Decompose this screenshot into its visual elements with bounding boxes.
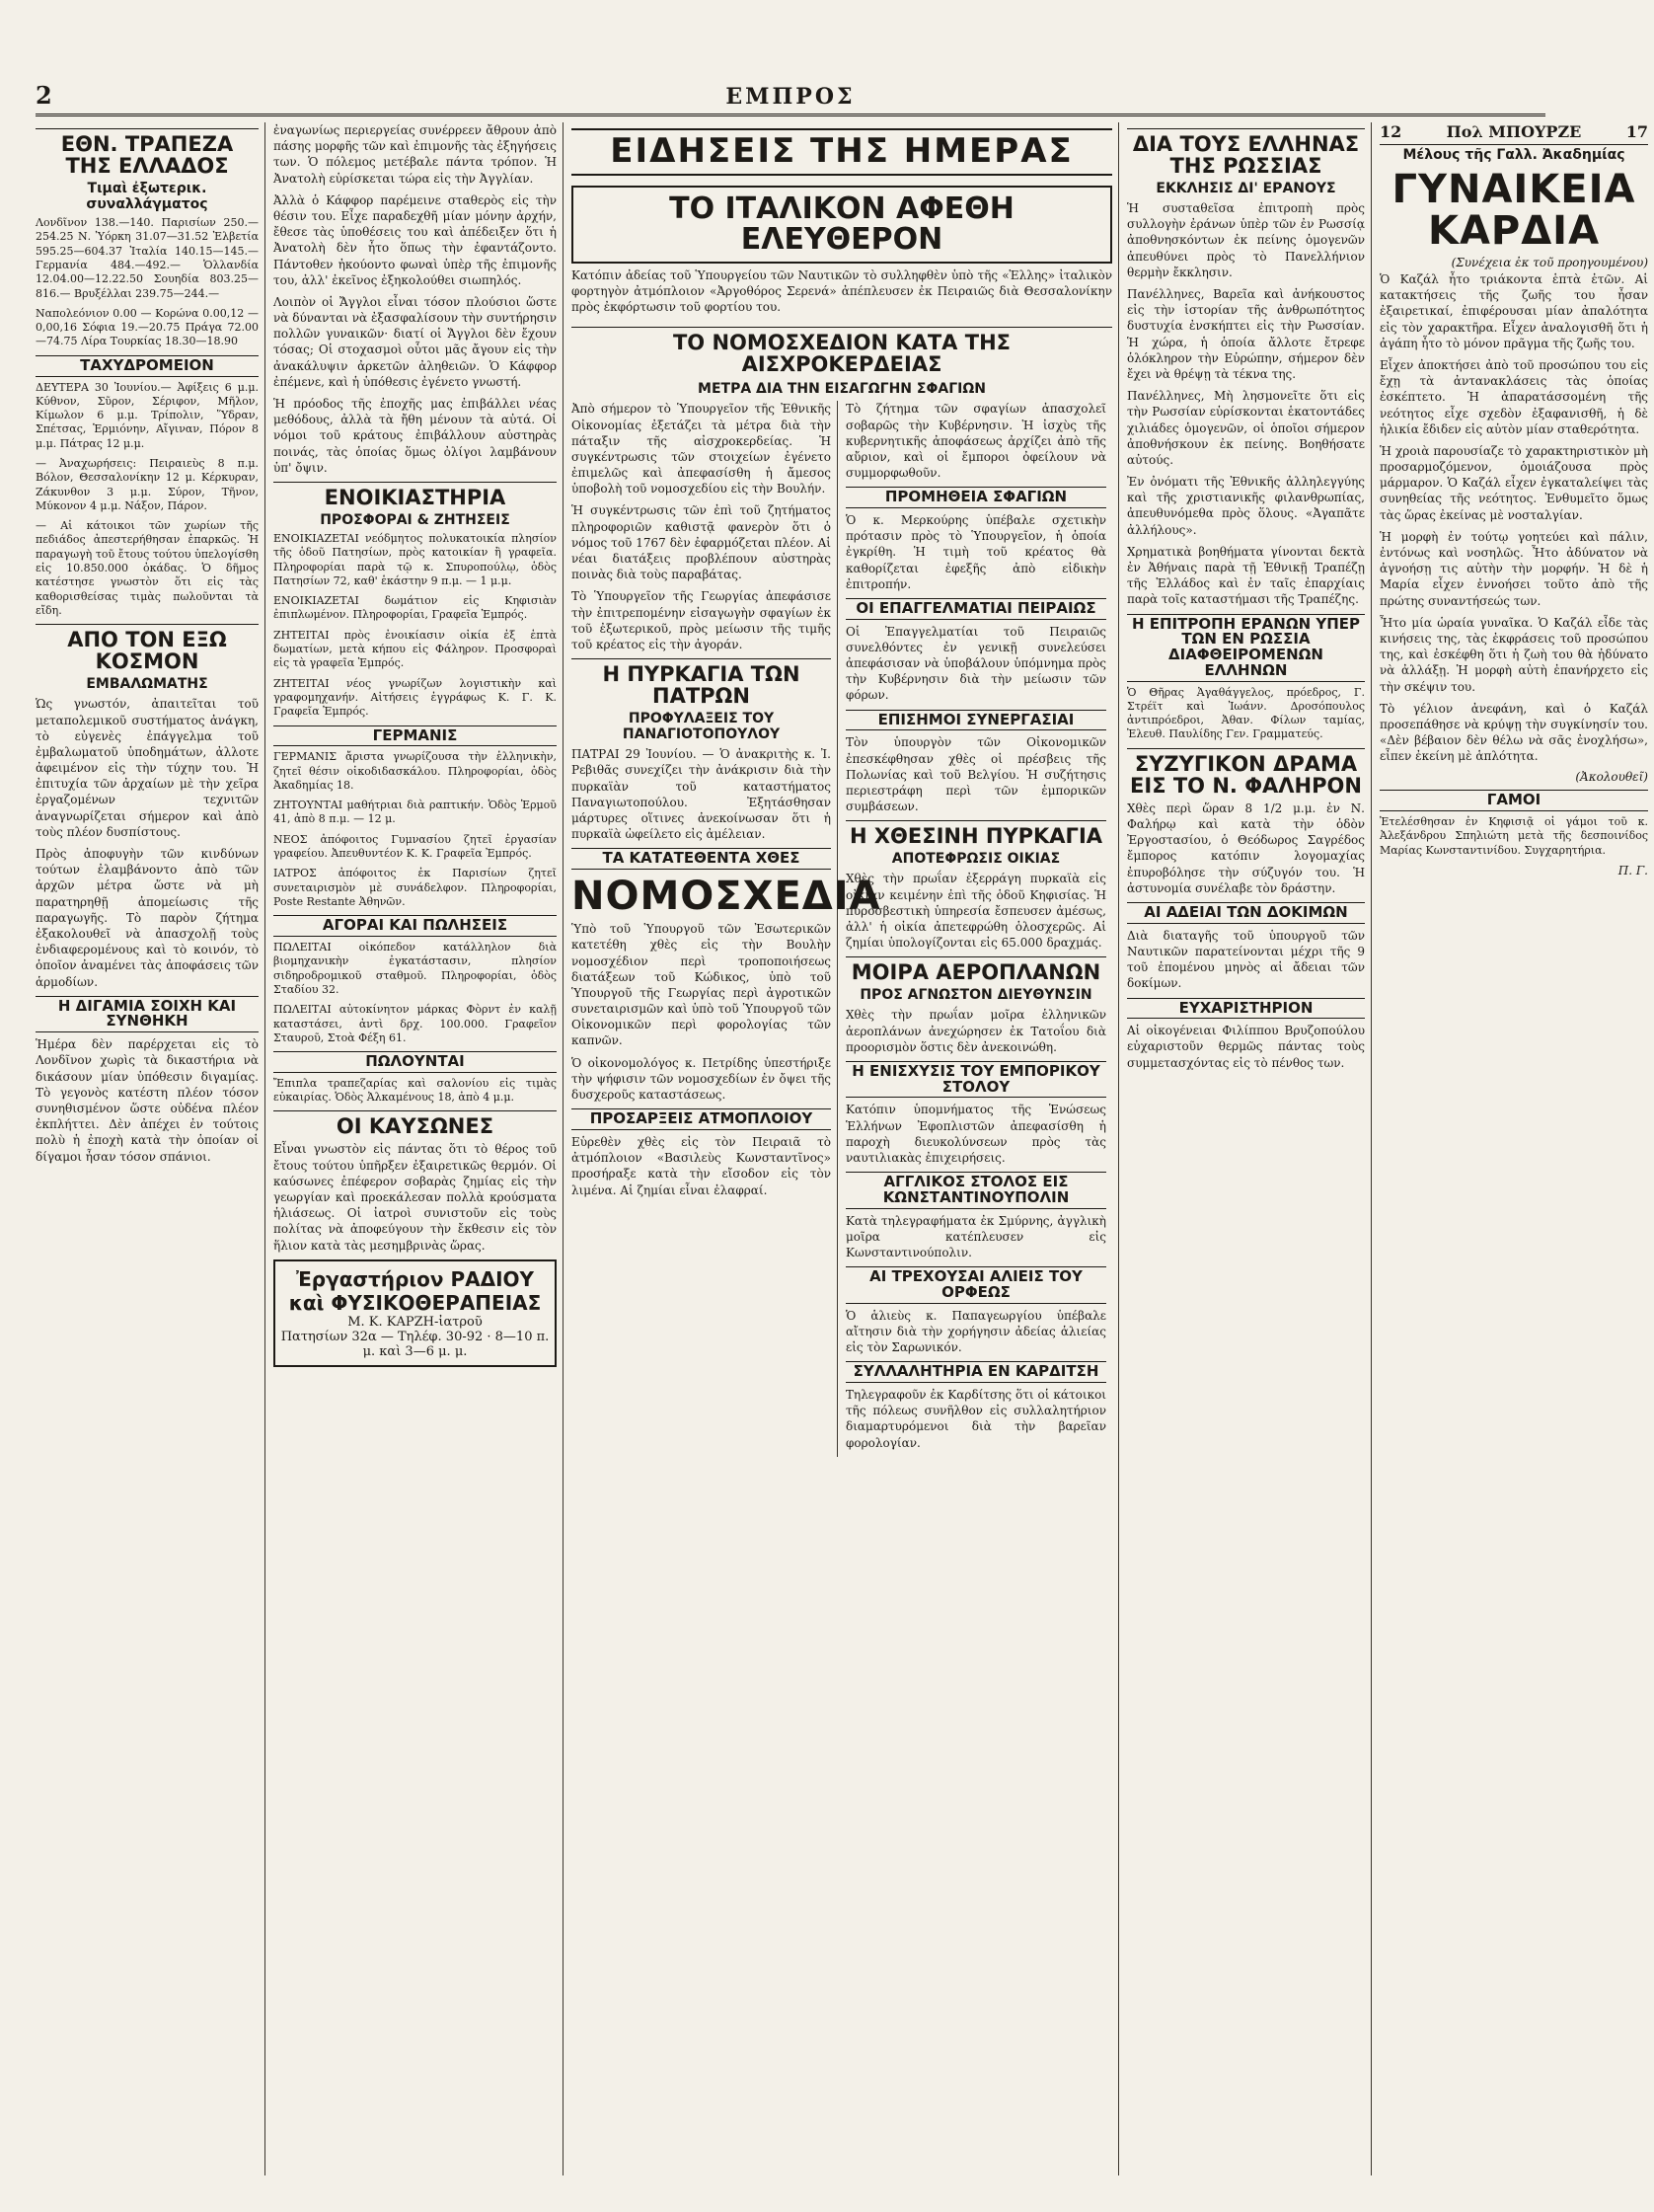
- world-text-1: Ὡς γνωστόν, ἀπαιτεῖται τοῦ μεταπολεμικοῦ συστήματος ἀνάγκη, τὸ εὐγενὲς ἐπάγγελμα τοῦ ἐμβαλωματοῦ ὑποδημάτων, ἀλλοτε ἀφειμένον εἰς τὴν τύχην του. Ἡ ἐπιτυχία τῶν ἀρχαίων μὲ τὴν χεῖρα ἐργαζομένων τεχνιτῶν ἀναγνωρίζεται σήμερον καὶ ἀπὸ τοὺς πλέον δυσπίστους.: [36, 697, 259, 839]
- meat-supply-heading: ΠΡΟΜΗΘΕΙΑ ΣΦΑΓΙΩΝ: [846, 487, 1106, 508]
- russia-text-4: Ἐν ὀνόματι τῆς Ἐθνικῆς ἀλληλεγγύης καὶ τῆς χριστιανικῆς φιλανθρωπίας, ἀπευθυνόμεθα πρὸς ὅλους. «Ἀγαπᾶτε ἀλλήλους».: [1127, 475, 1365, 537]
- center-subcolumn-left: [571, 401, 881, 1456]
- column-2: [273, 122, 564, 2175]
- official-meetings-heading: ΕΠΙΣΗΜΟΙ ΣΥΝΕΡΓΑΣΙΑΙ: [846, 710, 1106, 731]
- english-fleet-text: Κατὰ τηλεγραφήματα ἐκ Σμύρνης, ἀγγλικὴ μοῖρα κατέπλευσεν εἰς Κωνσταντινούπολιν.: [846, 1213, 1106, 1260]
- karditsa-text: Τηλεγραφοῦν ἐκ Καρδίτσης ὅτι οἱ κάτοικοι τῆς πόλεως συνῆλθον εἰς συλλαλητήριον διαμαρτυρόμενοι διὰ τὴν βαρεῖαν φορολογίαν.: [846, 1388, 1106, 1450]
- bills-text-2: Ὁ οἰκονομολόγος κ. Πετρίδης ὑπεστήριξε τὴν ψήφισιν τῶν νομοσχεδίων ἐν ὄψει τῆς δυσχεροῦς καταστάσεως.: [571, 1055, 831, 1102]
- center-news-block: [571, 122, 1119, 2175]
- piraeus-text: Οἱ Ἐπαγγελματίαι τοῦ Πειραιῶς συνελθόντες ἐν γενικῇ συνελεύσει ἀπεφάσισαν νὰ ὑποβάλουν ὑπόμνημα πρὸς τὴν Κυβέρνησιν διὰ τὴν μείωσιν τῶν φόρων.: [846, 624, 1106, 703]
- classified-ad: ΝΕΟΣ ἀπόφοιτος Γυμνασίου ζητεῖ ἐργασίαν γραφείου. Ἀπευθυντέον Κ. Κ. Γραφεῖα Ἐμπρός.: [273, 832, 557, 861]
- radio-lab-ad: [273, 1259, 557, 1367]
- aircraft-heading: ΜΟΙΡΑ ΑΕΡΟΠΛΑΝΩΝ: [846, 956, 1106, 983]
- classified-ad: ΕΝΟΙΚΙΑΖΕΤΑΙ νεόδμητος πολυκατοικία πλησίον τῆς ὁδοῦ Πατησίων, πρὸς κατοικίαν ἢ γραφεῖα. Πληροφορίαι παρὰ τῷ κ. Σπυροπούλῳ, ὁδὸς Πατησίων 72, καθ' ἑκάστην 9 π.μ. — 1 μ.μ.: [273, 531, 557, 587]
- classifieds-heading: ΕΝΟΙΚΙΑΣΤΗΡΙΑ: [273, 482, 557, 508]
- bills-subheading: ΝΟΜΟΣΧΕΔΙΑ: [571, 874, 881, 920]
- sales-heading: ΑΓΟΡΑΙ ΚΑΙ ΠΩΛΗΣΕΙΣ: [273, 915, 557, 937]
- classified-ad: ΖΗΤΟΥΝΤΑΙ μαθήτριαι διὰ ραπτικήν. Ὁδὸς Ἑρμοῦ 41, ἀπὸ 8 π.μ. — 12 μ.: [273, 799, 557, 826]
- center-subcolumn-right: [846, 401, 1112, 1456]
- classified-ad: Ἔπιπλα τραπεζαρίας καὶ σαλονίου εἰς τιμὰς εὐκαιρίας. Ὁδὸς Ἀλκαμένους 18, ἀπὸ 4 μ.μ.: [273, 1076, 557, 1105]
- serial-number-left: 12: [1380, 122, 1402, 141]
- serial-header: [1380, 122, 1648, 145]
- world-text-2: Πρὸς ἀποφυγὴν τῶν κινδύνων τούτων ἐλαμβάνοντο ἀπὸ τῶν ἀρχῶν μέτρα ὥστε νὰ μὴ παρατηρηθῇ ἀπομείωσις τῆς παραγωγῆς. Τὸ παρὸν ζήτημα ἐξακολουθεῖ νὰ ἀπασχολῇ τοὺς ἐνδιαφερομένους καὶ τὸ κοινόν, τὸ ὁποῖον ἀναμένει τὰς ἀποφάσεις τῶν ἁρμοδίων.: [36, 847, 259, 989]
- news-text: — Αἱ κάτοικοι τῶν χωρίων τῆς πεδιάδος ἀπεστερήθησαν ἐπαρκῶς. Ἡ παραγωγὴ τοῦ ἔτους τούτου ὑπελογίσθη εἰς 10.850.000 ὀκάδας. Ὁ δῆμος κατέστησε γνωστὸν ὅτι εἰς τὰς καθορισθείσας τιμὰς πωλοῦνται τὰ εἴδη.: [36, 519, 259, 617]
- post-text-1: ΔΕΥΤΕΡΑ 30 Ἰουνίου.— Ἀφίξεις 6 μ.μ. Κύθνον, Σῦρον, Σέριφον, Μῆλον, Κίμωλον 6 μ.μ. Τρίπολιν, Ὕδραν, Σπέτσας, Ἑρμιόνην, Αἴγιναν, Πόρον 8 μ.μ. Πάτρας 12 μ.μ.: [36, 380, 259, 450]
- committee-heading: Η ΕΠΙΤΡΟΠΗ ΕΡΑΝΩΝ ΥΠΕΡ ΤΩΝ ΕΝ ΡΩΣΣΙΑ ΔΙΑΦΘΕΙΡΟΜΕΝΩΝ ΕΛΛΗΝΩΝ: [1127, 614, 1365, 682]
- piraeus-heading: ΟΙ ΕΠΑΓΓΕΛΜΑΤΙΑΙ ΠΕΙΡΑΙΩΣ: [846, 598, 1106, 620]
- classified-ad: ΙΑΤΡΟΣ ἀπόφοιτος ἐκ Παρισίων ζητεῖ συνεταιρισμὸν μὲ συνάδελφον. Πληροφορίαι, Poste Restante Ἀθηνῶν.: [273, 867, 557, 908]
- classified-ad: ΠΩΛΕΙΤΑΙ οἰκόπεδον κατάλληλον διὰ βιομηχανικὴν ἐγκατάστασιν, πλησίον σιδηροδρομικοῦ σταθμοῦ. Πληροφορίαι, ὁδὸς Σταδίου 32.: [273, 941, 557, 996]
- story-text-3: Λοιπὸν οἱ Ἄγγλοι εἶναι τόσον πλούσιοι ὥστε νὰ δύνανται νὰ ἐξασφαλίσουν τὴν συντήρησιν πολλῶν γυναικῶν· διατί οἱ Ἄγγλοι δὲν ἔχουν τόσας; Οἱ στοχασμοὶ οὗτοι μᾶς ἄγουν εἰς τὴν ἀνακάλυψιν ἀρκετῶν ἀληθειῶν. Ὁ Κάφφορ ἐπέμενε, καὶ ἡ ὑπόθεσις ἐγένετο γνωστή.: [273, 294, 557, 389]
- serial-author: Πολ ΜΠΟΥΡΖΕ: [1446, 122, 1582, 141]
- profiteering-text-1: Ἀπὸ σήμερον τὸ Ὑπουργεῖον τῆς Ἐθνικῆς Οἰκονομίας ἐξετάζει τὰ μέτρα διὰ τὴν πάταξιν τῆς αἰσχροκερδείας. Ἡ συγκέντρωσις τῶν στοιχείων ἐγένετο ἐπιμελῶς καὶ ἀπεφασίσθη ἡ ἄμεσος ὑποβολὴ τοῦ νομοσχεδίου εἰς τὴν Βουλήν.: [571, 402, 831, 496]
- masthead: [36, 14, 1545, 116]
- serial-author-sub: Μέλους τῆς Γαλλ. Ἀκαδημίας: [1402, 147, 1625, 163]
- serial-title: ΓΥΝΑΙΚΕΙΑ ΚΑΡΔΙΑ: [1391, 167, 1636, 254]
- profiteering-text-2: Ἡ συγκέντρωσις τῶν ἐπὶ τοῦ ζητήματος πληροφοριῶν καθιστᾷ φανερὸν ὅτι ὁ νόμος τοῦ 1767 δὲν ἐφαρμόζεται πλέον. Αἱ νέαι διατάξεις προβλέπουν αὐστηρὰς ποινὰς διὰ τοὺς παραβάτας.: [571, 503, 831, 582]
- serial-to-follow-note: (Ἀκολουθεῖ): [1575, 770, 1648, 785]
- serial-text-3: Ἡ χροιὰ παρουσίαζε τὸ χαρακτηριστικὸν μὴ προσαρμοζόμενον, ὁμοιάζουσα πρὸς μάρμαρον. Ὁ Καζάλ εἶχεν ἐγκαταλείψει τὰς συνηθείας τῆς νεότητος. Ἐνθυμεῖτο ὅμως τὰς ὥρας ἐκείνας μὲ νοσταλγίαν.: [1380, 443, 1648, 522]
- russia-greeks-heading: ΔΙΑ ΤΟΥΣ ΕΛΛΗΝΑΣ ΤΗΣ ΡΩΣΣΙΑΣ: [1127, 128, 1365, 177]
- serial-number-right: 17: [1625, 122, 1648, 141]
- column-6: [1380, 122, 1654, 2175]
- committee-text: Ὁ Θῆρας Ἀγαθάγγελος, πρόεδρος, Γ. Στρέϊτ καὶ Ἰωάνν. Δροσόπουλος ἀντιπρόεδροι, Ἀθαν. Φίλων ταμίας, Ἐλευθ. Παυλίδης Γεν. Γραμματεύς.: [1127, 685, 1365, 741]
- column-5: [1127, 122, 1372, 2175]
- merchant-fleet-text: Κατόπιν ὑπομνήματος τῆς Ἑνώσεως Ἑλλήνων Ἐφοπλιστῶν ἀπεφασίσθη ἡ παροχὴ διευκολύνσεων πρὸς τὰς ναυτιλιακὰς ἐπιχειρήσεις.: [846, 1103, 1106, 1165]
- profiteering-subheading: ΜΕΤΡΑ ΔΙΑ ΤΗΝ ΕΙΣΑΓΩΓΗΝ ΣΦΑΓΙΩΝ: [698, 381, 986, 398]
- weddings-text: Ἐτελέσθησαν ἐν Κηφισιᾷ οἱ γάμοι τοῦ κ. Ἀλεξάνδρου Σπηλιώτη μετὰ τῆς δεσποινίδος Μαρίας Κωνσταντινίδου. Συγχαρητήρια.: [1380, 815, 1648, 857]
- thanks-text: Αἱ οἰκογένειαι Φιλίππου Βρυζοπούλου εὐχαριστοῦν θερμῶς πάντας τοὺς συμμετασχόντας εἰς τὸ πένθος των.: [1127, 1024, 1365, 1070]
- serial-text-6: Τὸ γέλιον ἀνεφάνη, καὶ ὁ Καζάλ προσεπάθησε νὰ κρύψῃ τὴν συγκίνησίν του. «Δὲν βέβαιον δὲν θέλω νὰ σᾶς ἐνοχλήσω», εἶπεν ἐκείνη μὲ ἁπλότητα.: [1380, 701, 1648, 764]
- aircraft-text: Χθὲς τὴν πρωΐαν μοῖρα ἑλληνικῶν ἀεροπλάνων ἀνεχώρησεν ἐκ Τατοΐου διὰ προορισμὸν ὅστις δὲν ἀνεκοινώθη.: [846, 1008, 1106, 1054]
- cadets-leave-text: Διὰ διαταγῆς τοῦ ὑπουργοῦ τῶν Ναυτικῶν παρατείνονται μέχρι τῆς 9 τοῦ ἐπομένου μηνὸς αἱ ἄδειαι τῶν δοκίμων.: [1127, 928, 1365, 991]
- bank-subheading: Τιμαὶ ἐξωτερικ. συναλλάγματος: [86, 181, 208, 213]
- column-1: [36, 122, 265, 2175]
- meat-text-1: Τὸ ζήτημα τῶν σφαγίων ἀπασχολεῖ σοβαρῶς τὴν Κυβέρνησιν. Ἡ ἰσχὺς τῆς κυβερνητικῆς ἀποφάσεως ἀρχίζει ἀπὸ τῆς αὔριον, καὶ οἱ ἔμποροι ὀφείλουν νὰ συμμορφωθοῦν.: [846, 402, 1106, 481]
- page-number: 2: [36, 81, 52, 110]
- exchange-rates-2: Ναπολεόνιον 0.00 — Κορώνα 0.00,12 — 0,00,16 Σόφια 19.—20.75 Πράγα 72.00—74.75 Λίρα Τουρκίας 18.30—18.90: [36, 306, 259, 348]
- columns: [36, 122, 1648, 2175]
- yesterday-fire-heading: Η ΧΘΕΣΙΝΗ ΠΥΡΚΑΓΙΑ: [846, 820, 1106, 847]
- merchant-fleet-heading: Η ΕΝΙΣΧΥΣΙΣ ΤΟΥ ΕΜΠΟΡΙΚΟΥ ΣΤΟΛΟΥ: [846, 1061, 1106, 1099]
- bigamy-heading: Η ΔΙΓΑΜΙΑ ΣΟΙΧΗ ΚΑΙ ΣΥΝΘΗΚΗ: [36, 996, 259, 1033]
- fishing-heading: ΑΙ ΤΡΕΧΟΥΣΑΙ ΑΛΙΕΙΣ ΤΟΥ ΟΡΦΕΩΣ: [846, 1266, 1106, 1304]
- germanis-heading: ΓΕΡΜΑΝΙΣ: [273, 725, 557, 747]
- patras-fire-subheading: ΠΡΟΦΥΛΑΞΕΙΣ ΤΟΥ ΠΑΝΑΓΙΟΤΟΠΟΥΛΟΥ: [622, 711, 781, 743]
- heatwave-heading: ΟΙ ΚΑΥΣΩΝΕΣ: [273, 1110, 557, 1137]
- bills-heading: ΤΑ ΚΑΤΑΤΕΘΕΝΤΑ ΧΘΕΣ: [571, 848, 831, 870]
- meat-text-2: Ὁ κ. Μερκούρης ὑπέβαλε σχετικὴν πρότασιν πρὸς τὸ Ὑπουργεῖον, ἡ ὁποία ἐγκρίθη. Ἡ τιμὴ τοῦ κρέατος θὰ καθορίζεται ἐφεξῆς ἀπὸ εἰδικὴν ἐπιτροπήν.: [846, 513, 1106, 591]
- italian-ship-text: Κατόπιν ἀδείας τοῦ Ὑπουργείου τῶν Ναυτικῶν τὸ συλληφθὲν ὑπὸ τῆς «Ἑλλης» ἰταλικὸν φορτηγὸν ἀτμόπλοιον «Ἀργοθόρος Σερενά» ἀπέπλευσεν ἐκ Πειραιῶς διὰ Θεσσαλονίκην πρὸς ἐκφόρτωσιν τοῦ φορτίου του.: [571, 267, 1112, 315]
- yesterday-fire-text: Χθὲς τὴν πρωΐαν ἐξερράγη πυρκαϊὰ εἰς οἰκίαν κειμένην ἐπὶ τῆς ὁδοῦ Κηφισίας. Ἡ πυροσβεστικὴ ὑπηρεσία ἔσπευσεν ἀμέσως, ἀλλ' ἡ οἰκία ἀπετεφρώθη ὁλοσχερῶς. Αἱ ζημίαι ὑπολογίζονται εἰς 65.000 δραχμάς.: [846, 872, 1106, 951]
- patras-fire-heading: Η ΠΥΡΚΑΓΙΑ ΤΩΝ ΠΑΤΡΩΝ: [571, 658, 831, 707]
- yesterday-fire-subheading: ΑΠΟΤΕΦΡΩΣΙΣ ΟΙΚΙΑΣ: [891, 851, 1061, 868]
- marital-drama-text: Χθὲς περὶ ὥραν 8 1/2 μ.μ. ἐν Ν. Φαλήρῳ καὶ κατὰ τὴν ὁδὸν Ἐργοστασίου, ὁ Θεόδωρος Σαγρέδος ἔμπορος κατόπιν λογομαχίας ἐπυροβόλησε τὴν σύζυγόν του. Ἡ ἀστυνομία συνέλαβε τὸν δράστην.: [1127, 801, 1365, 895]
- profiteering-text-3: Τὸ Ὑπουργεῖον τῆς Γεωργίας ἀπεφάσισε τὴν ἐπιτρεπομένην εἰσαγωγὴν σφαγίων ἐκ τοῦ ἐξωτερικοῦ, πρὸς μείωσιν τῆς τιμῆς τοῦ κρέατος εἰς τὴν ἀγοράν.: [571, 589, 831, 651]
- classified-ad: ΖΗΤΕΙΤΑΙ νέος γνωρίζων λογιστικὴν καὶ γραφομηχανήν. Αἰτήσεις ἐγγράφως Κ. Γ. Κ. Γραφεῖα Ἐμπρός.: [273, 676, 557, 719]
- weddings-signature: Π. Γ.: [1617, 864, 1648, 878]
- post-text-2: — Ἀναχωρήσεις: Πειραιεὺς 8 π.μ. Βόλον, Θεσσαλονίκην 12 μ. Κέρκυραν, Ζάκυνθον 3 μ.μ. Σύρον, Τῆνον, Μύκονον 4 μ.μ. Νάξον, Πάρον.: [36, 457, 259, 512]
- for-sale-heading: ΠΩΛΟΥΝΤΑΙ: [273, 1051, 557, 1073]
- radio-ad-address: Πατησίων 32α — Τηλέφ. 30-92 · 8—10 π. μ. καὶ 3—6 μ. μ.: [280, 1329, 550, 1359]
- world-heading: ΑΠΟ ΤΟΝ ΕΞΩ ΚΟΣΜΟΝ: [36, 624, 259, 672]
- serial-text-4: Ἡ μορφὴ ἐν τούτῳ γοητεύει καὶ πάλιν, ἐντόνως καὶ νοσηλῶς. Ἦτο ἀδύνατον νὰ ἀγνοήσῃ τις αὐτὴν τὴν μορφήν. Ἡ δὲ ἡ Μαρία εἶχεν ἐννοήσει τοῦτο ἀπὸ τῆς πρώτης συναντήσεώς των.: [1380, 529, 1648, 608]
- russia-text-2: Πανέλληνες, Βαρεῖα καὶ ἀνήκουστος εἰς τὴν ἱστορίαν τῆς ἀνθρωπότητος δυστυχία ἐνσκήπτει εἰς τὴν Ρωσσίαν. Ἡ χώρα, ἡ ὁποία ἄλλοτε ἔτρεφε ὁλόκληρον τὴν Εὐρώπην, σήμερον δὲν ἔχει νὰ θρέψῃ τὰ τέκνα της.: [1127, 287, 1365, 381]
- exchange-rates: Λονδῖνον 138.—140. Παρισίων 250.—254.25 Ν. Ὑόρκη 31.07—31.52 Ἐλβετία 595.25—604.37 Ἰταλία 140.15—145.— Γερμανία 484.—492.— Ὁλλανδία 12.04.00—12.22.50 Σουηδία 803.25—816.— Βρυξέλλαι 239.75—244.—: [36, 216, 259, 300]
- ship-aground-text: Εὑρεθὲν χθὲς εἰς τὸν Πειραιᾶ τὸ ἀτμόπλοιον «Βασιλεὺς Κωνσταντῖνος» προσήραξε κατὰ τὴν εἴσοδον εἰς τὸν λιμένα. Αἱ ζημίαι εἶναι ἐλαφραί.: [571, 1134, 831, 1197]
- story-text-4: Ἡ πρόοδος τῆς ἐποχῆς μας ἐπιβάλλει νέας μεθόδους, ἀλλὰ τὰ ἤθη μένουν τὰ αὐτά. Οἱ νόμοι τοῦ κράτους ἐπιβάλλουν αὐστηρὰς ποινάς, τὰς ὁποίας ὅμως ὀλίγοι λαμβάνουν ὑπ' ὄψιν.: [273, 397, 557, 475]
- serial-text-5: Ἦτο μία ὡραία γυναῖκα. Ὁ Καζάλ εἶδε τὰς κινήσεις της, τὰς ἐκφράσεις τοῦ προσώπου της, καὶ ἐσκέφθη ὅτι ἡ ζωὴ του θὰ ἠδύνατο νὰ ἀλλάξῃ. Ἡ μορφὴ αὐτὴ ἐπανήρχετο εἰς τὴν σκέψιν του.: [1380, 615, 1648, 694]
- bigamy-text: Ἡμέρα δὲν παρέρχεται εἰς τὸ Λονδῖνον χωρὶς τὰ δικαστήρια νὰ δικάσουν μίαν ὑπόθεσιν διγαμίας. Τὸ γεγονὸς κατέστη πλέον τόσον συνηθισμένον ὥστε οὐδένα πλέον ἐκπλήττει. Δὲν ἀπέχει ἐν τούτοις πολὺ ἡ ἐποχὴ κατὰ τὴν ὁποίαν οἱ δίγαμοι ἦσαν τόσον σπάνιοι.: [36, 1037, 259, 1164]
- classified-ad: ΓΕΡΜΑΝΙΣ ἄριστα γνωρίζουσα τὴν ἑλληνικὴν, ζητεῖ θέσιν οἰκοδιδασκάλου. Πληροφορίαι, ὁδὸς Ἀκαδημίας 18.: [273, 750, 557, 792]
- classified-ad: ΠΩΛΕΙΤΑΙ αὐτοκίνητον μάρκας Φὸρντ ἐν καλῇ καταστάσει, ἀντὶ δρχ. 100.000. Γραφεῖον Σταυροῦ, Στοὰ Φέξη 61.: [273, 1003, 557, 1044]
- story-text-1: ἐναγωνίως περιεργείας συνέρρεεν ἄθρουν ἀπὸ πάσης μορφῆς τῶν καὶ ἐπιμονῆς τὰς ἐξηγήσεις των. Ὁ πόλεμος μετέβαλε πάντα τρόπον. Ἡ Ἀνατολὴ εὑρίσκεται τώρα εἰς τὴν Ἀγγλίαν.: [273, 123, 557, 186]
- radio-ad-subtitle: καὶ ΦΥΣΙΚΟΘΕΡΑΠΕΙΑΣ: [288, 1290, 542, 1315]
- classifieds-subheading: ΠΡΟΣΦΟΡΑΙ & ΖΗΤΗΣΕΙΣ: [320, 511, 510, 528]
- russia-text-1: Ἡ συσταθεῖσα ἐπιτροπὴ πρὸς συλλογὴν ἐράνων ὑπὲρ τῶν ἐν Ρωσσίᾳ ἀποθνησκόντων ἐκ πείνης ὁμογενῶν ἀπευθύνει πρὸς τὸ Πανελλήνιον θερμὴν ἔκκλησιν.: [1127, 201, 1365, 279]
- patras-fire-text: ΠΑΤΡΑΙ 29 Ἰουνίου. — Ὁ ἀνακριτὴς κ. Ἰ. Ρεβιθᾶς συνεχίζει τὴν ἀνάκρισιν διὰ τὴν πυρκαϊὰν τοῦ καταστήματος Παναγιωτοπούλου. Ἐξητάσθησαν μάρτυρες οἵτινες ἀνεκοίνωσαν ὅτι ἡ πυρκαϊὰ ὠφείλετο εἰς ἀμέλειαν.: [571, 747, 831, 842]
- bank-heading: ΕΘΝ. ΤΡΑΠΕΖΑ ΤΗΣ ΕΛΛΑΔΟΣ: [36, 128, 259, 177]
- marital-drama-heading: ΣΥΖΥΓΙΚΟΝ ΔΡΑΜΑ ΕΙΣ ΤΟ Ν. ΦΑΛΗΡΟΝ: [1127, 748, 1365, 797]
- paper-name: ΕΜΠΡΟΣ: [725, 84, 856, 110]
- aircraft-subheading: ΠΡΟΣ ΑΓΝΩΣΤΟΝ ΔΙΕΥΘΥΝΣΙΝ: [860, 987, 1092, 1004]
- profiteering-heading: ΤΟ ΝΟΜΟΣΧΕΔΙΟΝ ΚΑΤΑ ΤΗΣ ΑΙΣΧΡΟΚΕΡΔΕΙΑΣ: [571, 327, 1112, 375]
- center-subcolumns: [571, 401, 1112, 1456]
- russia-text-3: Πανέλληνες, Μὴ λησμονεῖτε ὅτι εἰς τὴν Ρωσσίαν εὑρίσκονται ἑκατοντάδες χιλιάδες ὁμογενῶν, οἱ ὁποῖοι σήμερον ἀποθνήσκουν ἐκ πείνης. Βοηθήσατε αὐτούς.: [1127, 389, 1365, 467]
- heatwave-text: Εἶναι γνωστὸν εἰς πάντας ὅτι τὸ θέρος τοῦ ἔτους τούτου ὑπῆρξεν ἐξαιρετικῶς θερμόν. Οἱ καύσωνες ἐπέφερον σοβαρὰς ζημίας εἰς τὴν γεωργίαν καὶ προεκάλεσαν πολλὰ κρούσματα ἡλιάσεως. Οἱ ἰατροὶ συνιστοῦν εἰς τοὺς πολίτας νὰ ἀποφεύγουν τὴν ἔκθεσιν εἰς τὸν ἥλιον κατὰ τὰς μεσημβρινὰς ὥρας.: [273, 1142, 557, 1253]
- fishing-text: Ὁ ἁλιεὺς κ. Παπαγεωργίου ὑπέβαλε αἴτησιν διὰ τὴν χορήγησιν ἀδείας ἁλιείας εἰς τὸν Σαρωνικόν.: [846, 1308, 1106, 1355]
- world-subheading: ΕΜΒΑΛΩΜΑΤΗΣ: [86, 676, 208, 693]
- news-of-day-heading: ΕΙΔΗΣΕΙΣ ΤΗΣ ΗΜΕΡΑΣ: [571, 128, 1112, 176]
- serial-continued-note: (Συνέχεια ἐκ τοῦ προηγουμένου): [1451, 256, 1648, 269]
- official-meetings-text: Τὸν ὑπουργὸν τῶν Οἰκονομικῶν ἐπεσκέφθησαν χθὲς οἱ πρέσβεις τῆς Πολωνίας καὶ τοῦ Βελγίου. Ἡ συζήτησις περιεστράφη περὶ τῶν ἐμπορικῶν συμβάσεων.: [846, 735, 1106, 814]
- thanks-heading: ΕΥΧΑΡΙΣΤΗΡΙΟΝ: [1127, 998, 1365, 1020]
- serial-text-2: Εἶχεν ἀποκτήσει ἀπὸ τοῦ προσώπου του εἰς ἔχῃ τὰ ἀντανακλάσεις τὰς ὁποίας ἐσκέπτετο. Ἡ ἀπαρατάσσομένη τῆς νεότητος εἶχε σχεδὸν ἐξαφανισθῆ, ἡ δὲ ἡλικία ἔδιδεν εἰς αὐτὸν μίαν σταθερότητα.: [1380, 357, 1648, 436]
- radio-ad-title: Ἐργαστήριον ΡΑΔΙΟΥ: [295, 1266, 535, 1291]
- classified-ad: ΕΝΟΙΚΙΑΖΕΤΑΙ δωμάτιον εἰς Κηφισιὰν ἐπιπλωμένον. Πληροφορίαι, Γραφεῖα Ἐμπρός.: [273, 594, 557, 622]
- english-fleet-heading: ΑΓΓΛΙΚΟΣ ΣΤΟΛΟΣ ΕΙΣ ΚΩΝΣΤΑΝΤΙΝΟΥΠΟΛΙΝ: [846, 1172, 1106, 1209]
- italian-ship-heading: ΤΟ ΙΤΑΛΙΚΟΝ ΑΦΕΘΗ ΕΛΕΥΘΕΡΟΝ: [571, 186, 1112, 264]
- ship-aground-heading: ΠΡΟΣΑΡΞΕΙΣ ΑΤΜΟΠΛΟΙΟΥ: [571, 1108, 831, 1130]
- russia-greeks-subheading: ΕΚΚΛΗΣΙΣ ΔΙ' ΕΡΑΝΟΥΣ: [1156, 181, 1336, 197]
- bills-text: Ὑπὸ τοῦ Ὑπουργοῦ τῶν Ἐσωτερικῶν κατετέθη χθὲς εἰς τὴν Βουλὴν νομοσχέδιον περὶ τροποποιήσεως διατάξεων τοῦ Κώδικος, ὑπὸ τοῦ Ὑπουργοῦ τῆς Γεωργίας περὶ ἀγροτικῶν συνεταιρισμῶν καὶ ὑπὸ τοῦ Ὑπουργοῦ τῶν Οἰκονομικῶν περὶ φορολογίας τῶν καπνῶν.: [571, 922, 831, 1048]
- story-text-2: Ἀλλὰ ὁ Κάφφορ παρέμεινε σταθερὸς εἰς τὴν θέσιν του. Εἶχε παραδεχθῆ μίαν μόνην ἀρχήν, ἔθεσε τὰς ὑποθέσεις του καὶ ἀπέδειξεν ὅτι ἡ Ἀνατολὴ δὲν ἦτο ὅπως τὴν ἐφαντάζοντο. Πάντοθεν ἠκούοντο φωναὶ ὑπὲρ τῆς ἐπιμονῆς του, ἀλλ' ἐκεῖνος ἐξηκολούθει σιωπηλός.: [273, 192, 557, 287]
- karditsa-heading: ΣΥΛΛΑΛΗΤΗΡΙΑ ΕΝ ΚΑΡΔΙΤΣΗ: [846, 1361, 1106, 1383]
- post-heading: ΤΑΧΥΔΡΟΜΕΙΟΝ: [36, 355, 259, 377]
- serial-text-1: Ὁ Καζάλ ἦτο τριάκοντα ἑπτὰ ἐτῶν. Αἱ κατακτήσεις τῆς ζωῆς του ἦσαν ἐξαιρετικαί, ἐπιφέρουσαι μίαν ἀπαλότητα εἰς τὸν χαρακτῆρα. Εἶχεν ἀναλογισθῆ ὅτι ἡ ἀγάπη ἦτο τὸ μόνον πρᾶγμα τῆς ζωῆς του.: [1380, 272, 1648, 350]
- radio-ad-doctor: Μ. Κ. ΚΑΡΖΗ-ἰατροῦ: [347, 1314, 483, 1330]
- classified-ad: ΖΗΤΕΙΤΑΙ πρὸς ἐνοικίασιν οἰκία ἐξ ἑπτὰ δωματίων, μετὰ κήπου εἰς Φάληρον. Προσφοραὶ εἰς τὰ γραφεῖα Ἐμπρός.: [273, 628, 557, 670]
- cadets-leave-heading: ΑΙ ΑΔΕΙΑΙ ΤΩΝ ΔΟΚΙΜΩΝ: [1127, 902, 1365, 924]
- russia-text-5: Χρηματικὰ βοηθήματα γίνονται δεκτὰ ἐν Ἀθήναις παρὰ τῇ Ἐθνικῇ Τραπέζῃ τῆς Ἑλλάδος καὶ ἐν ταῖς ἐπαρχίαις παρὰ τοῖς καταστήμασι τῆς Τραπέζης.: [1127, 544, 1365, 607]
- weddings-heading: ΓΑΜΟΙ: [1380, 790, 1648, 811]
